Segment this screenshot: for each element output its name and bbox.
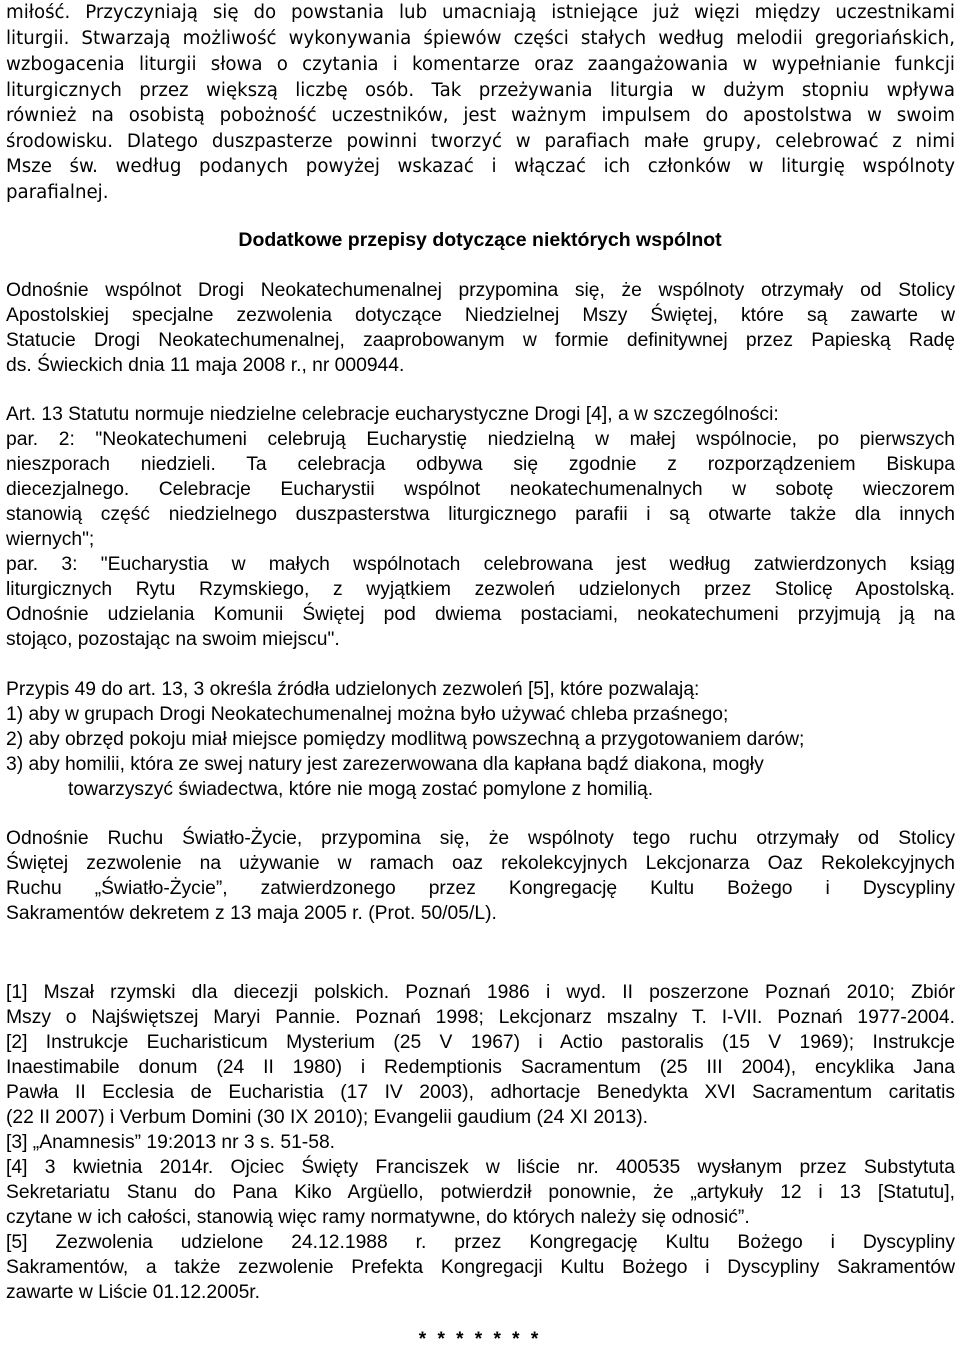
paragraph-1-line: również na osobistą pobożność uczestników, jest ważnym impulsem do apostolstwa w swoim xyxy=(6,105,955,126)
paragraph-4-line: Przypis 49 do art. 13, 3 określa źródła udzielonych zezwoleń [5], które pozwalają: xyxy=(6,679,700,700)
paragraph-3-line: Art. 13 Statutu normuje niedzielne celebracje eucharystyczne Drogi [4], a w szczególności: xyxy=(6,404,779,425)
paragraph-2-line: Apostolskiej specjalne zezwolenia dotyczące Niedzielnej Mszy Świętej, które są zawarte w xyxy=(6,305,955,326)
paragraph-1-line: wzbogacenia liturgii słowa o czytania i komentarze oraz zaangażowania w wypełnianie funkcji xyxy=(6,54,955,75)
footnote-line: Mszy o Najświętszej Maryi Pannie. Poznań 1998; Lekcjonarz mszalny T. I-VII. Poznań 1977-2004. xyxy=(6,1007,955,1028)
paragraph-3-line: stojąco, pozostając na swoim miejscu". xyxy=(6,629,340,650)
paragraph-2-line: Odnośnie wspólnot Drogi Neokatechumenalnej przypomina się, że wspólnoty otrzymały od Stolicy xyxy=(6,280,955,301)
paragraph-3-line: wiernych"; xyxy=(6,529,95,550)
paragraph-3-line: nieszporach niedzieli. Ta celebracja odbywa się zgodnie z rozporządzeniem Biskupa xyxy=(6,454,955,475)
footnote-line: [4] 3 kwietnia 2014r. Ojciec Święty Franciszek w liście nr. 400535 wysłanym przez Substytuta xyxy=(6,1157,955,1178)
footnote-line: Sekretariatu Stanu do Pana Kiko Argüello, potwierdził ponownie, że „artykuły 12 i 13 [Statutu], xyxy=(6,1182,955,1203)
paragraph-1-line: środowisku. Dlatego duszpasterze powinni tworzyć w parafiach małe grupy, celebrować z nimi xyxy=(6,131,955,152)
paragraph-1-line: parafialnej. xyxy=(6,182,109,203)
footnote-line: [2] Instrukcje Eucharisticum Mysterium (25 V 1967) i Actio pastoralis (15 V 1969); Instrukcje xyxy=(6,1032,955,1053)
paragraph-1-line: Msze św. według podanych powyżej wskazać i włączać ich członków w liturgię wspólnoty xyxy=(6,156,955,177)
paragraph-3-line: Odnośnie udzielania Komunii Świętej pod dwiema postaciami, neokatechumeni przyjmują ją na xyxy=(6,604,955,625)
list-item-continuation: towarzyszyć świadectwa, które nie mogą zostać pomylone z homilią. xyxy=(68,779,654,800)
paragraph-5-line: Sakramentów dekretem z 13 maja 2005 r. (Prot. 50/05/L). xyxy=(6,903,497,924)
paragraph-1-line: miłość. Przyczyniają się do powstania lub umacniają istniejące już więzi między uczestnikami xyxy=(6,2,955,23)
footnote-line: [3] „Anamnesis” 19:2013 nr 3 s. 51-58. xyxy=(6,1132,336,1153)
paragraph-3-line: diecezjalnego. Celebracje Eucharystii wspólnot neokatechumenalnych w sobotę wieczorem xyxy=(6,479,955,500)
paragraph-2-line: ds. Świeckich dnia 11 maja 2008 r., nr 000944. xyxy=(6,355,405,376)
paragraph-3-line: liturgicznych Rytu Rzymskiego, z wyjątkiem zezwoleń udzielonych przez Stolicę Apostolską. xyxy=(6,579,955,600)
footnote-line: zawarte w Liście 01.12.2005r. xyxy=(6,1282,261,1303)
footnote-line: [1] Mszał rzymski dla diecezji polskich. Poznań 1986 i wyd. II poszerzone Poznań 2010; Zbiór xyxy=(6,982,955,1003)
paragraph-1-line: liturgii. Stwarzają możliwość wykonywania śpiewów części stałych według melodii gregoriańskich, xyxy=(6,28,955,49)
footnote-line: Inaestimabile donum (24 II 1980) i Redemptionis Sacramentum (25 III 2004), encyklika Jana xyxy=(6,1057,955,1078)
footnote-line: Sakramentów, a także zezwolenie Prefekta Kongregacji Kultu Bożego i Dyscypliny Sakramentów xyxy=(6,1257,955,1278)
paragraph-1-line: liturgicznych przez większą liczbę osób. Tak przeżywania liturgia w dużym stopniu wpływa xyxy=(6,80,955,101)
paragraph-5-line: Świętej zezwolenie na używanie w ramach oaz rekolekcyjnych Lekcjonarza Oaz Rekolekcyjnych xyxy=(6,853,955,874)
paragraph-3-line: par. 2: "Neokatechumeni celebrują Eucharystię niedzielną w małej wspólnocie, po pierwszych xyxy=(6,429,955,450)
paragraph-2-line: Statucie Drogi Neokatechumenalnej, zaaprobowanym w formie definitywnej przez Papieską Radę xyxy=(6,330,955,351)
footnote-line: (22 II 2007) i Verbum Domini (30 IX 2010); Evangelii gaudium (24 XI 2013). xyxy=(6,1107,648,1128)
paragraph-3-line: par. 3: "Eucharystia w małych wspólnotach celebrowana jest według zatwierdzonych ksiąg xyxy=(6,554,955,575)
footnote-line: Pawła II Ecclesia de Eucharistia (17 IV 2003), adhortacje Benedykta XVI Sacramentum caritatis xyxy=(6,1082,955,1103)
section-heading: Dodatkowe przepisy dotyczące niektórych wspólnot xyxy=(238,229,722,251)
footnote-line: czytane w ich całości, stanowią więc ramy normatywne, do których należy się odnosić”. xyxy=(6,1207,750,1228)
end-mark: * * * * * * * xyxy=(418,1329,542,1350)
list-item: 1) aby w grupach Drogi Neokatechumenalnej można było używać chleba przaśnego; xyxy=(6,704,729,725)
paragraph-3-line: stanowią część niedzielnego duszpasterstwa liturgicznego parafii i są otwarte także dla innych xyxy=(6,504,955,525)
footnote-line: [5] Zezwolenia udzielone 24.12.1988 r. przez Kongregację Kultu Bożego i Dyscypliny xyxy=(6,1232,955,1253)
paragraph-5-line: Ruchu „Światło-Życie”, zatwierdzonego przez Kongregację Kultu Bożego i Dyscypliny xyxy=(6,878,955,899)
paragraph-5-line: Odnośnie Ruchu Światło-Życie, przypomina się, że wspólnoty tego ruchu otrzymały od Stolicy xyxy=(6,828,955,849)
list-item: 2) aby obrzęd pokoju miał miejsce pomiędzy modlitwą powszechną a przygotowaniem darów; xyxy=(6,729,805,750)
list-item: 3) aby homilii, która ze swej natury jest zarezerwowana dla kapłana bądź diakona, mogły xyxy=(6,754,764,775)
